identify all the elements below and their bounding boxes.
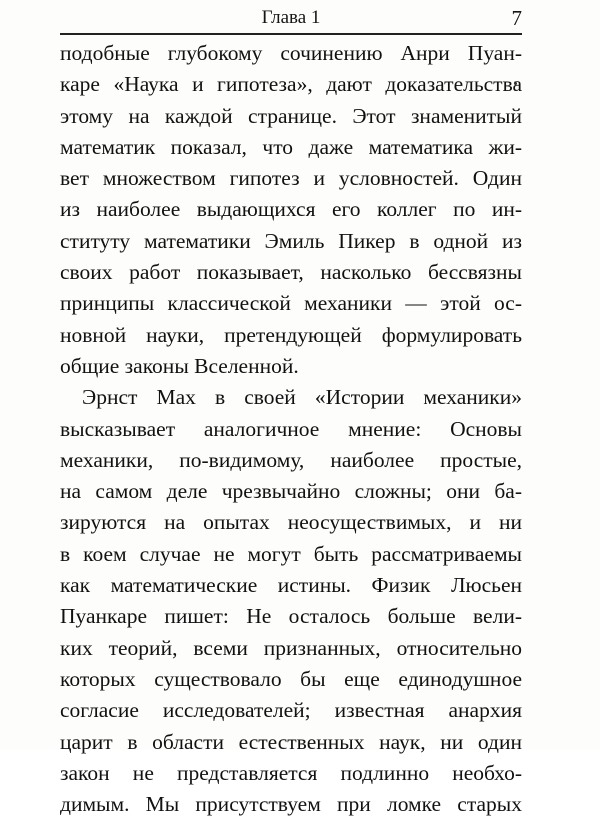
text-line: как математические истины. Физик Люсьен [60, 573, 522, 598]
text-line: принципы классической механики — этой ос- [60, 291, 522, 316]
text-line: ких теорий, всеми признанных, относительно [60, 635, 522, 660]
text-line: в коем случае не могут быть рассматриваемы [60, 541, 522, 566]
text-line: закон не представляется подлинно необхо- [60, 760, 522, 785]
text-line: этому на каждой странице. Этот знаменитый [60, 103, 522, 128]
text-line: Пуанкаре пишет: Не осталось больше вели- [60, 604, 522, 629]
text-line: общие законы Вселенной. [60, 353, 299, 378]
text-line: зируются на опытах неосуществимых, и ни [60, 510, 522, 535]
text-line: которых существовало бы еще единодушное [60, 666, 522, 691]
text-line: вет множеством гипотез и условностей. Один [60, 166, 522, 191]
text-line: высказывает аналогичное мнение: Основы [60, 416, 522, 441]
text-line: математик показал, что даже математика жи- [60, 134, 522, 159]
text-line: подобные глубокому сочинению Анри Пуан- [60, 41, 522, 65]
text-line: механики, по-видимому, наиболее простые, [60, 447, 522, 472]
text-line: царит в области естественных наук, ни один [60, 729, 522, 754]
page-number: 7 [511, 6, 522, 30]
chapter-title: Глава 1 [261, 7, 321, 28]
text-line: Эрнст Мах в своей «Истории механики» [82, 385, 522, 410]
text-line: из наиболее выдающихся его коллег по ин- [60, 197, 522, 222]
paragraph-1 [60, 38, 522, 382]
text-line: новной науки, претендующей формулировать [60, 322, 522, 347]
text-line: своих работ показывает, насколько бессвязны [60, 260, 522, 285]
text-line: согласие исследователей; известная анархия [60, 698, 522, 723]
body-text [60, 38, 522, 820]
header-rule [60, 33, 522, 35]
text-line: ституту математики Эмиль Пикер в одной из [60, 228, 522, 253]
text-line: каре «Наука и гипотеза», дают доказательства [60, 72, 522, 97]
text-line: на самом деле чрезвычайно сложны; они ба- [60, 479, 522, 504]
running-head [60, 4, 522, 32]
paragraph-2 [60, 382, 522, 820]
text-line: димым. Мы присутствуем при ломке старых [60, 792, 522, 817]
